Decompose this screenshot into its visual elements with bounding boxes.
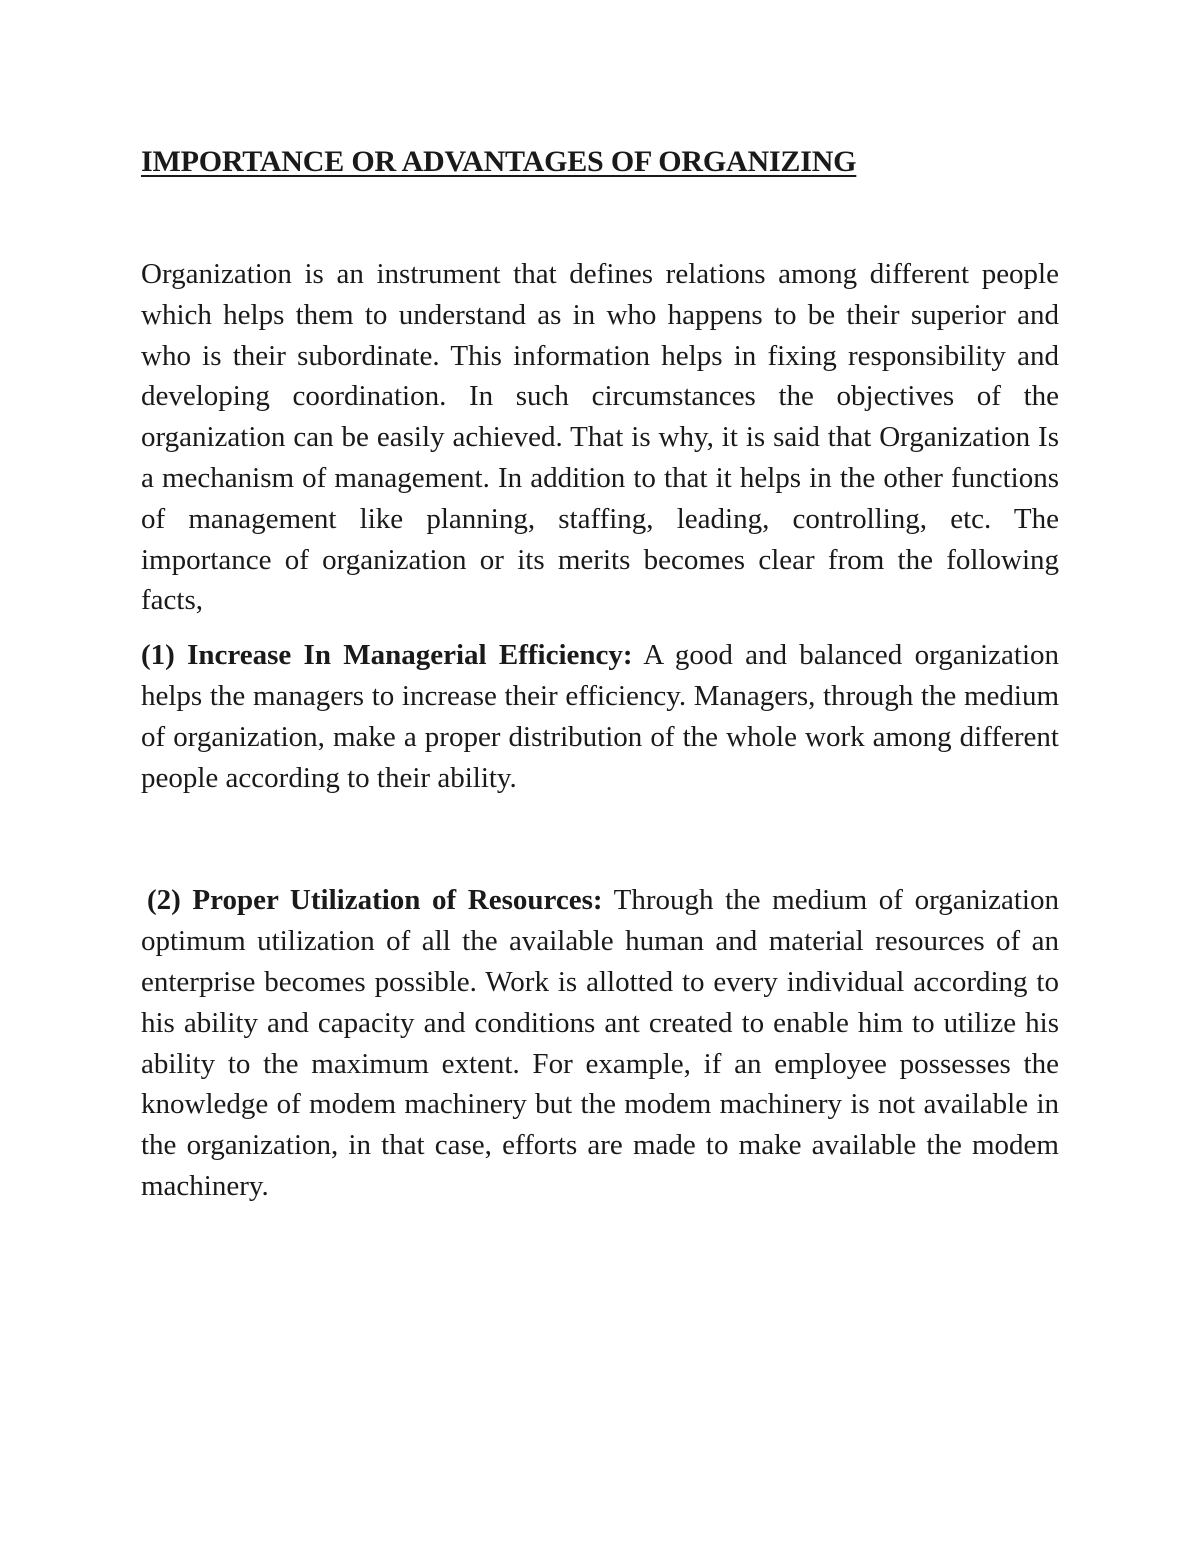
point-2-paragraph <box>141 880 1059 1206</box>
document-title: IMPORTANCE OR ADVANTAGES OF ORGANIZING <box>141 145 857 178</box>
intro-paragraph: Organization is an instrument that defines relations among different people which helps them to understand as in who happens to be their superior and who is their subordinate. This information helps in fixing responsibility and developing coordination. In such circumstances the objectives of the organization can be easily achieved. That is why, it is said that Organization Is a mechanism of management. In addition to that it helps in the other functions of management like planning, staffing, leading, controlling, etc. The importance of organization or its merits becomes clear from the following facts, <box>141 258 1059 617</box>
point-2-heading: (2) Proper Utilization of Resources: <box>147 884 603 917</box>
point-1-text: A good and balanced organization helps the managers to increase their efficiency. Managers, through the medium of organization, make a proper distribution of the whole work among different people according to their ability. <box>141 639 1059 794</box>
point-2-text: Through the medium of organization optimum utilization of all the available human and material resources of an enterprise becomes possible. Work is allotted to every individual according to his ability and capacity and conditions ant created to enable him to utilize his ability to the maximum extent. For example, if an employee possesses the knowledge of modem machinery but the modem machinery is not available in the organization, in that case, efforts are made to make available the modem machinery. <box>141 884 1059 1202</box>
point-1-paragraph <box>141 635 1059 798</box>
document-body <box>141 138 1059 1207</box>
point-1-heading: (1) Increase In Managerial Efficiency: <box>141 639 633 672</box>
